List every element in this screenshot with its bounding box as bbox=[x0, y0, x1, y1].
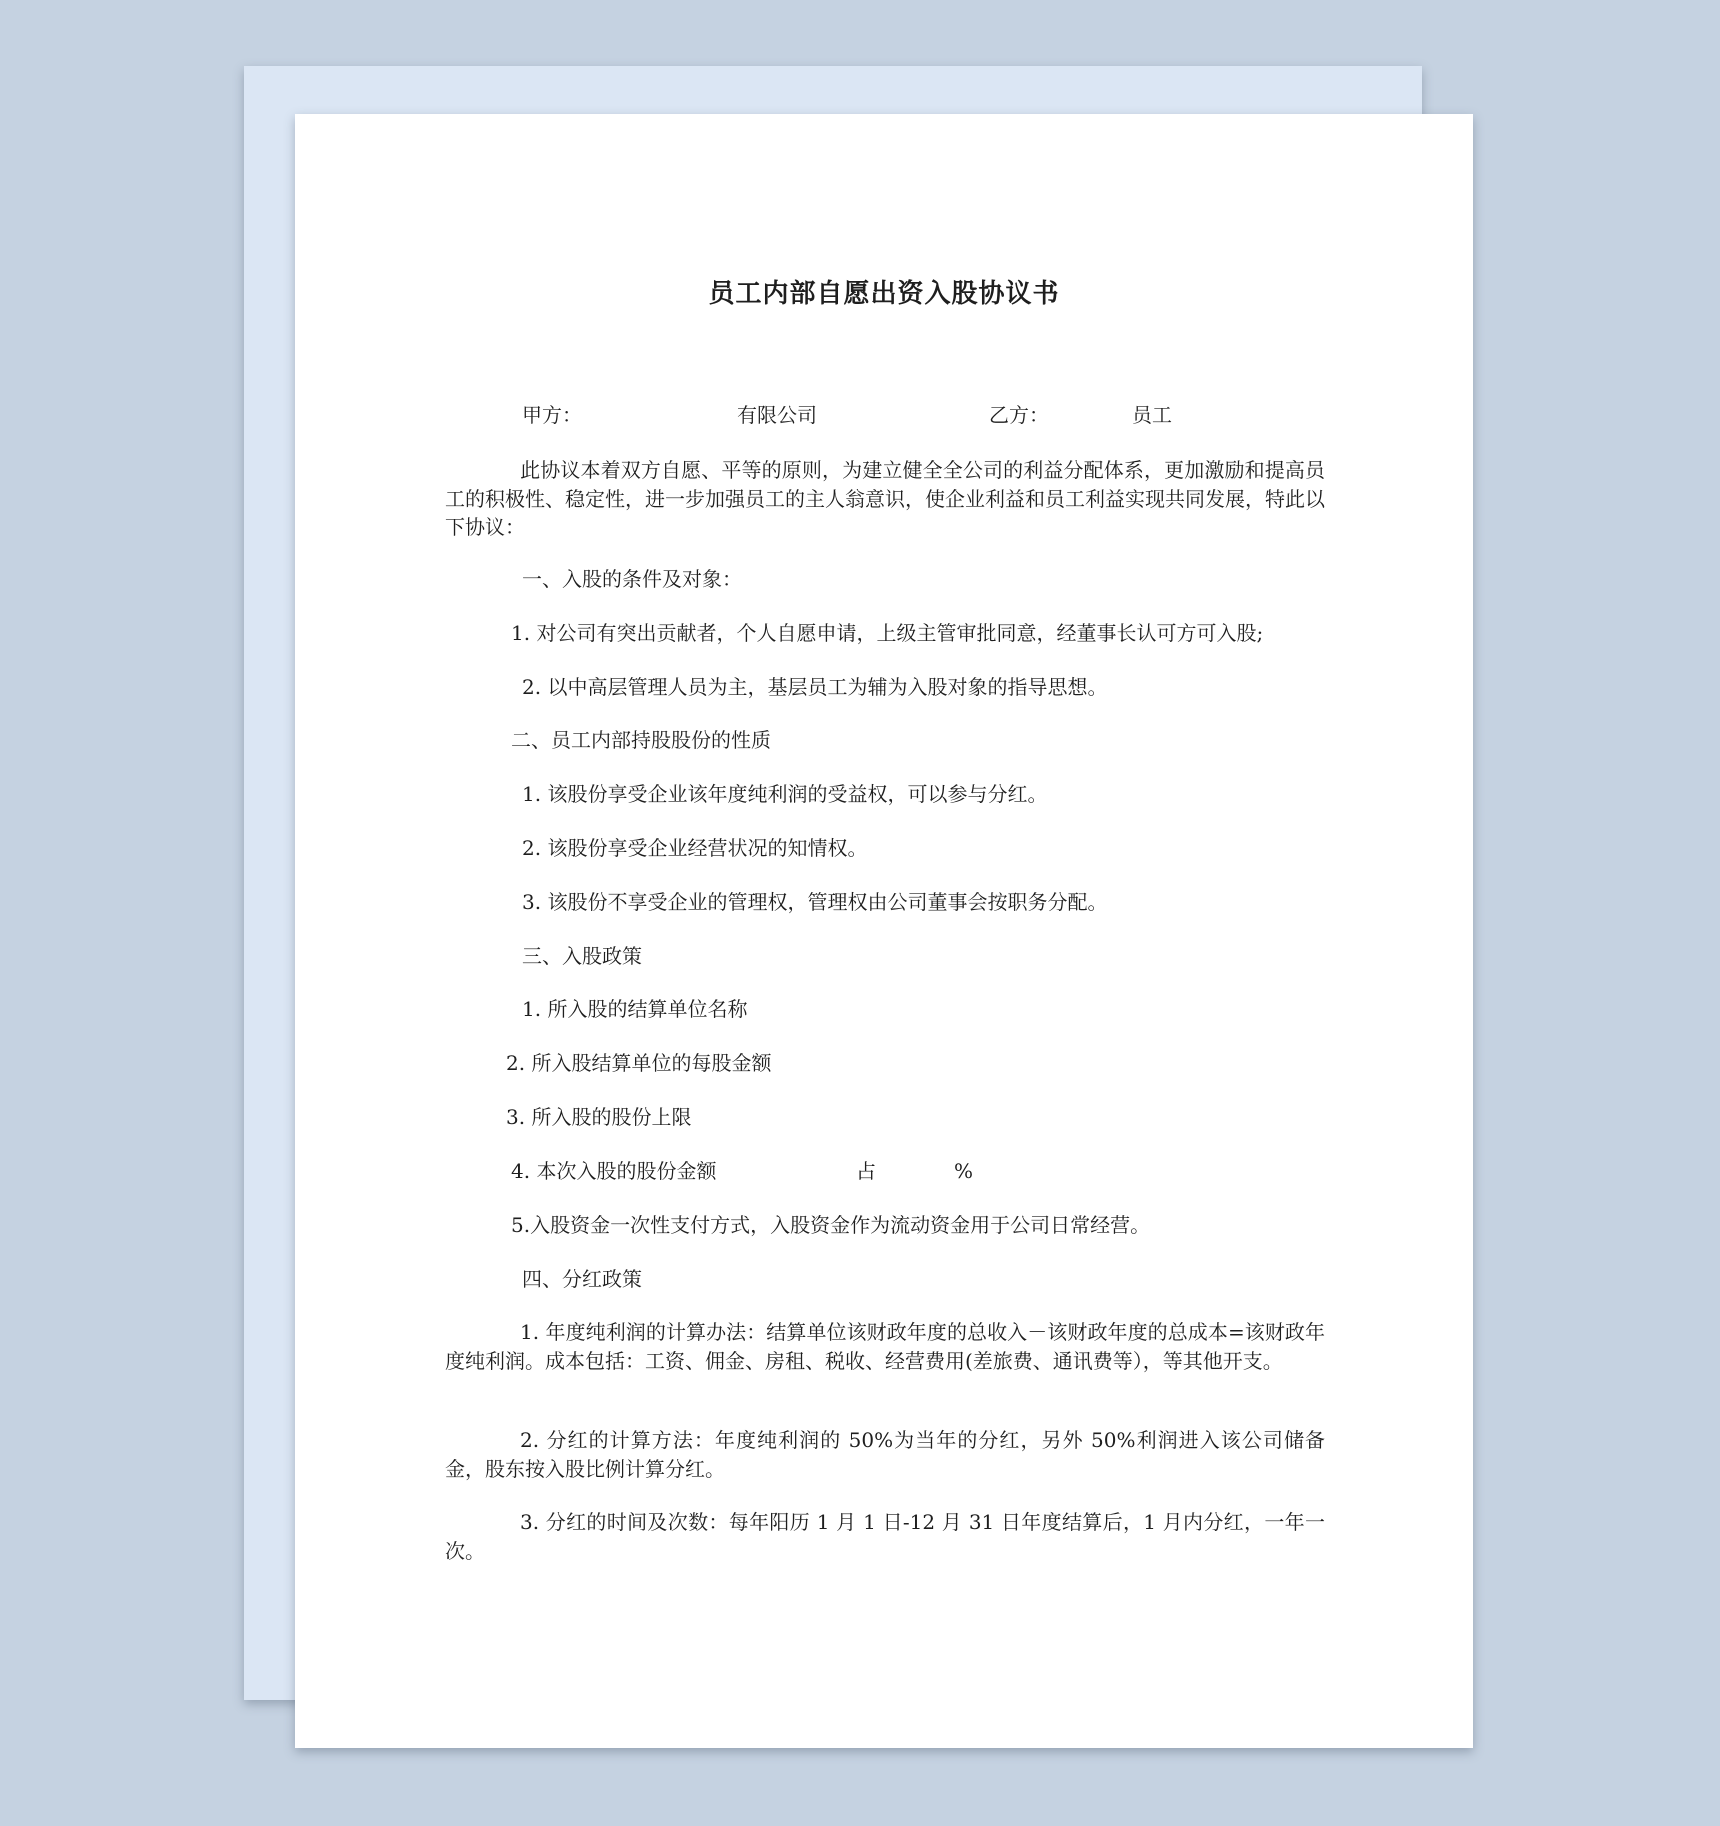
section4-item3 bbox=[445, 1508, 1325, 1565]
section4-item1 bbox=[445, 1318, 1325, 1375]
party-a-label: 甲方： bbox=[522, 403, 582, 427]
section3-item3: 3. 所入股的股份上限 bbox=[506, 1105, 692, 1129]
section2-item3: 3. 该股份不享受企业的管理权，管理权由公司董事会按职务分配。 bbox=[522, 890, 1108, 914]
section3-item4-share: 占 bbox=[856, 1159, 876, 1183]
section1-item1: 1. 对公司有突出贡献者，个人自愿申请，上级主管审批同意，经董事长认可方可入股; bbox=[511, 621, 1264, 645]
intro-paragraph bbox=[445, 456, 1325, 542]
document-title: 员工内部自愿出资入股协议书 bbox=[708, 279, 1060, 309]
party-b-label: 乙方： bbox=[989, 403, 1049, 427]
section4-item1-text: 1. 年度纯利润的计算办法：结算单位该财政年度的总收入－该财政年度的总成本=该财政年度纯利润。成本包括：工资、佣金、房租、税收、经营费用(差旅费、通讯费等），等其他开支。 bbox=[445, 1320, 1325, 1373]
document-page bbox=[295, 114, 1473, 1748]
section4-item2-text: 2. 分红的计算方法：年度纯利润的 50%为当年的分红，另外 50%利润进入该公司储备金，股东按入股比例计算分红。 bbox=[445, 1428, 1325, 1481]
party-b-name: 员工 bbox=[1132, 403, 1172, 427]
intro-text: 此协议本着双方自愿、平等的原则，为建立健全全公司的利益分配体系，更加激励和提高员工的积极性、稳定性，进一步加强员工的主人翁意识，使企业利益和员工利益实现共同发展，特此以下协议： bbox=[445, 458, 1325, 539]
section2-heading: 二、员工内部持股股份的性质 bbox=[511, 728, 771, 752]
section1-item2: 2. 以中高层管理人员为主，基层员工为辅为入股对象的指导思想。 bbox=[522, 675, 1108, 699]
section3-item4-label: 4. 本次入股的股份金额 bbox=[511, 1159, 717, 1183]
section4-item3-text: 3. 分红的时间及次数：每年阳历 1 月 1 日-12 月 31 日年度结算后，1 月内分红，一年一次。 bbox=[445, 1510, 1325, 1563]
section1-heading: 一、入股的条件及对象： bbox=[522, 567, 742, 591]
party-a-name: 有限公司 bbox=[737, 403, 817, 427]
section3-item1: 1. 所入股的结算单位名称 bbox=[522, 997, 748, 1021]
section3-item2: 2. 所入股结算单位的每股金额 bbox=[506, 1051, 772, 1075]
section3-heading: 三、入股政策 bbox=[522, 944, 642, 968]
section4-item2 bbox=[445, 1426, 1325, 1483]
section2-item2: 2. 该股份享受企业经营状况的知情权。 bbox=[522, 836, 868, 860]
section3-item5: 5.入股资金一次性支付方式，入股资金作为流动资金用于公司日常经营。 bbox=[511, 1213, 1151, 1237]
section3-item4-percent: % bbox=[954, 1159, 974, 1183]
section4-heading: 四、分红政策 bbox=[522, 1267, 642, 1291]
section2-item1: 1. 该股份享受企业该年度纯利润的受益权，可以参与分红。 bbox=[522, 782, 1048, 806]
